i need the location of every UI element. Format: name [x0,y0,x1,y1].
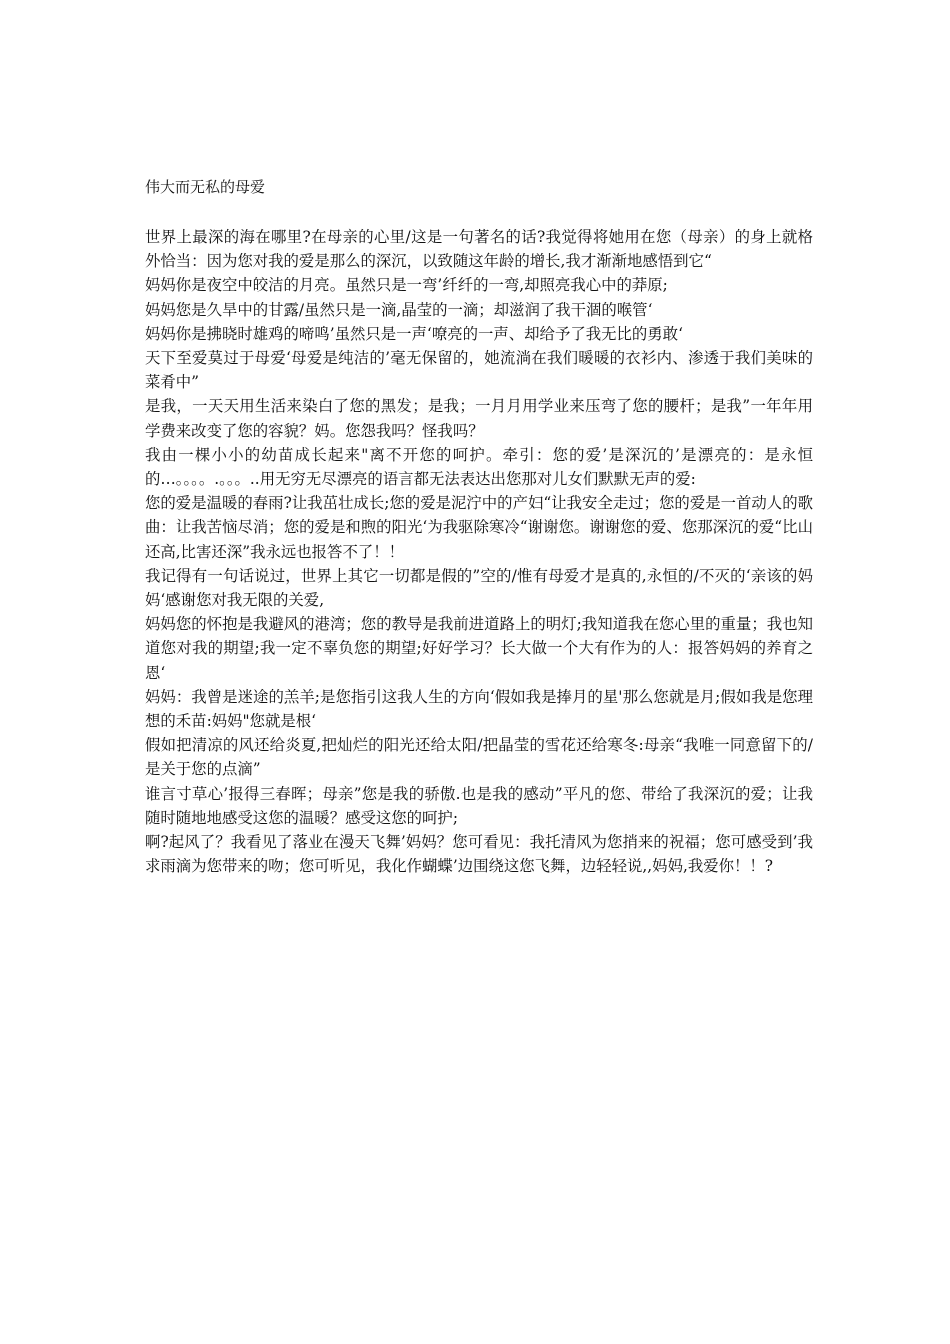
paragraph: 世界上最深的海在哪里?在母亲的心里/这是一句著名的话?我觉得将她用在您（母亲）的身上就格外恰当：因为您对我的爱是那么的深沉，以致随这年龄的增长,我才渐渐地感悟到它“ [145,228,813,271]
paragraph: 假如把清凉的风还给炎夏,把灿烂的阳光还给太阳/把晶莹的雪花还给寒冬:母亲“我唯一同意留下的/是关于您的点滴” [145,736,813,779]
paragraph: 妈妈你是拂晓时雄鸡的啼鸣’虽然只是一声‘嘹亮的一声、却给予了我无比的勇敢‘ [145,324,683,343]
document-title: 伟大而无私的母爱 [145,178,266,196]
paragraph: 您的爱是温暖的春雨?让我茁壮成长;您的爱是泥泞中的产妇“让我安全走过；您的爱是一首动人的歌曲：让我苦恼尽消；您的爱是和煦的阳光‘为我驱除寒冷“谢谢您。谢谢您的爱、您那深沉的爱“比山还高,比害还深”我永远也报答不了！！ [145,494,813,561]
paragraph: 天下至爱莫过于母爱‘母爱是纯洁的’毫无保留的，她流淌在我们暖暖的衣衫内、渗透于我们美味的菜肴中” [145,349,813,392]
paragraph: 我由一棵小小的幼苗成长起来"离不开您的呵护。牵引：您的爱’是深沉的’是漂亮的：是永恒的…。。。。.。。。..用无穷无尽漂亮的语言都无法表达出您那对儿女们默默无声的爱: [145,445,813,489]
paragraph: 妈妈：我曾是迷途的羔羊;是您指引这我人生的方向‘假如我是捧月的星'那么您就是月;假如我是您理想的禾苗:妈妈"您就是根‘ [145,687,813,731]
document-body [145,225,813,878]
paragraph: 妈妈你是夜空中皎洁的月亮。虽然只是一弯’纤纤的一弯,却照亮我心中的莽原; [145,276,668,295]
paragraph: 妈妈您是久旱中的甘露/虽然只是一滴,晶莹的一滴；却滋润了我干涸的喉管‘ [145,300,653,319]
paragraph: 我记得有一句话说过，世界上其它一切都是假的”空的/惟有母爱才是真的,永恒的/不灭的‘亲该的妈妈‘感谢您对我无限的关爱, [145,566,813,610]
paragraph: 啊?起风了？我看见了落业在漫天飞舞’妈妈？您可看见：我托清风为您捎来的祝福；您可感受到’我求雨滴为您带来的吻；您可听见，我化作蝴蝶’边围绕这您飞舞，边轻轻说,,妈妈,我爱你！！? [145,833,813,876]
paragraph: 妈妈您的怀抱是我避风的港湾；您的教导是我前进道路上的明灯;我知道我在您心里的重量；我也知道您对我的期望;我一定不辜负您的期望;好好学习？长大做一个大有作为的人：报答妈妈的养育之恩‘ [145,615,813,682]
paragraph: 是我，一天天用生活来染白了您的黑发；是我；一月月用学业来压弯了您的腰杆；是我”一年年用学费来改变了您的容貌？妈。您怨我吗？怪我吗？ [145,397,813,440]
paragraph: 谁言寸草心’报得三春晖；母亲”您是我的骄傲.也是我的感动”平凡的您、带给了我深沉的爱；让我随时随地地感受这您的温暖？感受这您的呵护; [145,784,813,827]
